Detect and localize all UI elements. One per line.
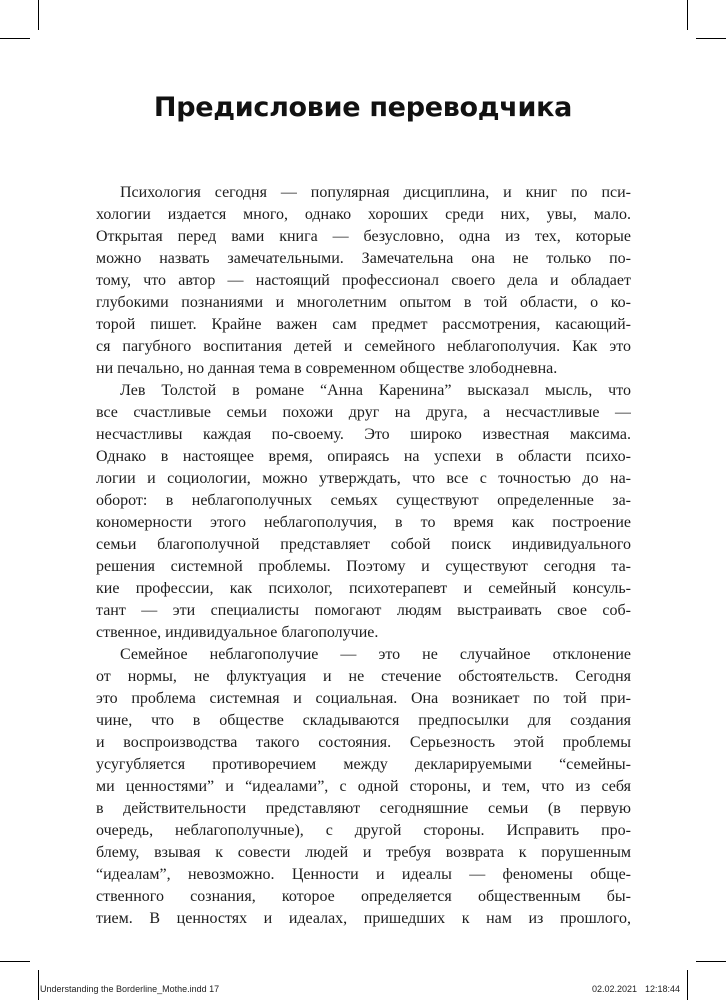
text-line: ственное, индивидуальное благополучие. bbox=[96, 624, 379, 641]
text-line: оборот: в неблагополучных семьях существуют определенные за- bbox=[96, 492, 631, 509]
text-line: тант — эти специалисты помогают людям выстраивать свое соб- bbox=[96, 602, 631, 619]
text-line: блему, взывая к совести людей и требуя возврата к порушенным bbox=[96, 844, 631, 861]
crop-mark-left-bottom bbox=[0, 961, 30, 962]
slug-date: 02.02.2021 bbox=[592, 984, 638, 994]
crop-mark-bottom-right bbox=[687, 970, 688, 1000]
text-line: и воспроизводства такого состояния. Серьезность этой проблемы bbox=[96, 734, 631, 751]
text-line: все счастливые семьи похожи друг на друга, а несчастливые — bbox=[96, 404, 631, 421]
crop-mark-right-bottom bbox=[696, 961, 726, 962]
text-line: логии и социологии, можно утверждать, что все с точностью до на- bbox=[96, 470, 631, 487]
text-line: торой пишет. Крайне важен сам предмет рассмотрения, касающий- bbox=[96, 316, 631, 333]
text-line: это проблема системная и социальная. Она возникает по той при- bbox=[96, 690, 631, 707]
text-line: в действительности представляют сегодняшние семьи (в первую bbox=[96, 800, 631, 817]
text-line: семьи благополучной представляет собой поиск индивидуального bbox=[96, 536, 631, 553]
text-line: кономерности этого неблагополучия, в то время как построение bbox=[96, 514, 631, 531]
text-line: кие профессии, как психолог, психотерапевт и семейный консуль- bbox=[96, 580, 631, 597]
text-line: ственного сознания, которое определяется общественным бы- bbox=[96, 888, 631, 905]
text-line: ми ценностями” и “идеалами”, с одной стороны, и тем, что из себя bbox=[96, 778, 631, 795]
text-line: Лев Толстой в романе “Анна Каренина” высказал мысль, что bbox=[120, 382, 631, 399]
crop-mark-bottom-left bbox=[38, 970, 39, 1000]
text-line: решения системной проблемы. Поэтому и существуют сегодня та- bbox=[96, 558, 631, 575]
text-line: очередь, неблагополучные), с другой стороны. Исправить про- bbox=[96, 822, 631, 839]
paragraph bbox=[96, 380, 631, 644]
crop-mark-right-top bbox=[696, 38, 726, 39]
text-line: чине, что в обществе складываются предпосылки для создания bbox=[96, 712, 631, 729]
text-line: тому, что автор — настоящий профессионал своего дела и обладает bbox=[96, 272, 631, 289]
text-line: Психология сегодня — популярная дисциплина, и книг по пси- bbox=[120, 184, 631, 201]
paragraph bbox=[96, 644, 631, 930]
text-line: усугубляется противоречием между декларируемыми “семейны- bbox=[96, 756, 631, 773]
text-line: глубокими познаниями и многолетним опытом в той области, о ко- bbox=[96, 294, 631, 311]
text-line: несчастливы каждая по-своему. Это широко известная максима. bbox=[96, 426, 631, 443]
text-line: от нормы, не флуктуация и не стечение обстоятельств. Сегодня bbox=[96, 668, 631, 685]
text-line: Открытая перед вами книга — безусловно, одна из тех, которые bbox=[96, 228, 631, 245]
slug-time: 12:18:44 bbox=[645, 984, 681, 994]
text-line: ся пагубного воспитания детей и семейного неблагополучия. Как это bbox=[96, 338, 631, 355]
text-line: ни печально, но данная тема в современном обществе злободневна. bbox=[96, 360, 558, 377]
text-line: Семейное неблагополучие — это не случайное отклонение bbox=[120, 646, 631, 663]
page-title: Предисловие переводчика bbox=[153, 92, 573, 123]
crop-mark-top-right bbox=[687, 0, 688, 30]
crop-mark-left-top bbox=[0, 38, 30, 39]
slug-file: Understanding the Borderline_Mothe.indd 17 bbox=[40, 984, 220, 994]
paragraph bbox=[96, 182, 631, 380]
text-line: можно назвать замечательными. Замечательна она не только по- bbox=[96, 250, 631, 267]
crop-mark-top-left bbox=[38, 0, 39, 30]
body-text bbox=[96, 182, 631, 930]
text-line: хологии издается много, однако хороших среди них, увы, мало. bbox=[96, 206, 631, 223]
text-line: “идеалам”, невозможно. Ценности и идеалы — феномены обще- bbox=[96, 866, 631, 883]
text-line: тием. В ценностях и идеалах, пришедших к нам из прошлого, bbox=[96, 910, 631, 927]
text-line: Однако в настоящее время, опираясь на успехи в области психо- bbox=[96, 448, 631, 465]
